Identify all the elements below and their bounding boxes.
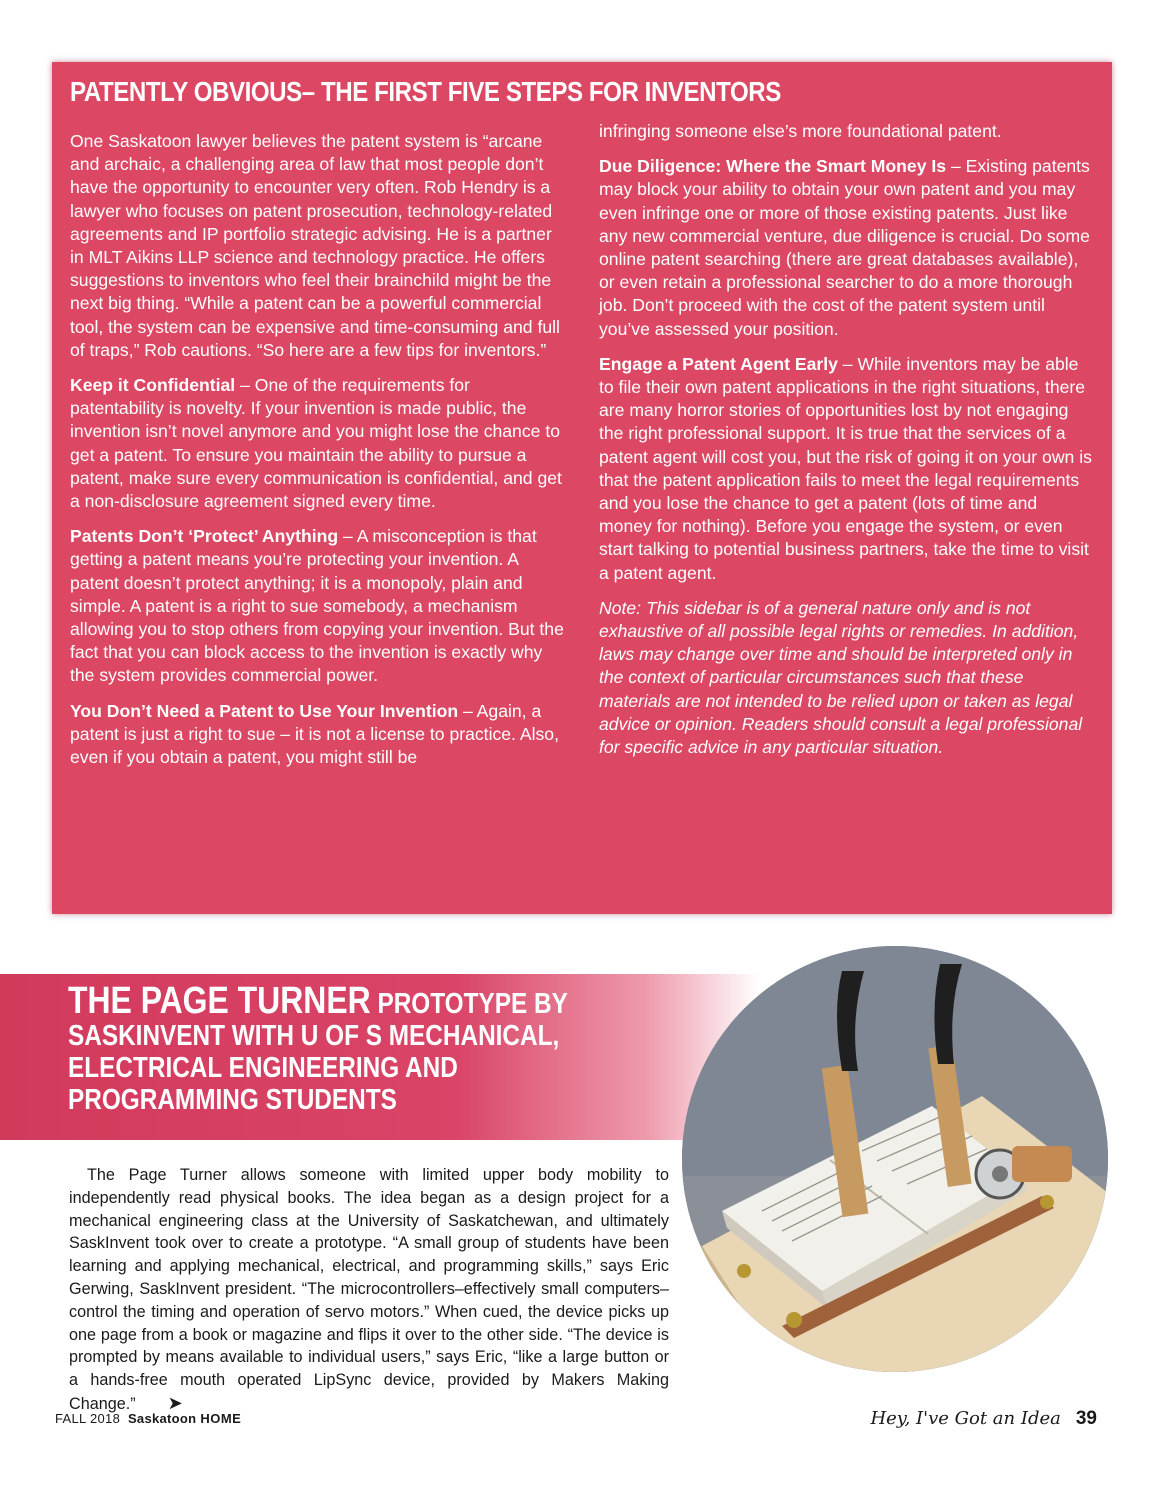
patent-sidebar	[52, 62, 1112, 914]
tip-body: – Existing patents may block your ability to obtain your own patent and you may even infringe one or more of those existing patents. Just like any new commercial venture, due diligence is crucial. Do some online patent searching (there are great databases available), or even retain a professional searcher to do a more thorough job. Don’t proceed with the cost of the patent system until you’ve assessed your position.	[599, 156, 1090, 339]
footer-magazine-home: HOME	[200, 1411, 242, 1426]
tip-body: – One of the requirements for patentability is novelty. If your invention is made public, the invention isn’t novel anymore and you might lose the chance to get a patent. To ensure you maintain the ability to pursue a patent, make sure every communication is confidential, and get a non-disclosure agreement signed every time.	[70, 375, 562, 512]
footer-issue	[55, 1411, 241, 1426]
feature-title-line: PROGRAMMING STUDENTS	[68, 1084, 397, 1116]
sidebar-title: PATENTLY OBVIOUS– THE FIRST FIVE STEPS FOR INVENTORS	[70, 76, 781, 107]
tip-confidential	[70, 374, 567, 513]
tip-body: – Again, a patent is just a right to sue – it is not a license to practice. Also, even if you obtain a patent, you might still be	[70, 700, 559, 768]
sidebar-note: Note: This sidebar is of a general nature only and is not exhaustive of all possible legal rights or remedies. In addition, laws may change over time and should be interpreted only in the context of particular circumstances such that these materials are not intended to be relied upon or taken as legal advice or opinion. Readers should consult a legal professional for specific advice in any particular situation.	[599, 597, 1083, 758]
page-turner-photo	[682, 946, 1108, 1372]
feature-title-line: ELECTRICAL ENGINEERING AND	[68, 1052, 458, 1084]
footer-magazine-name: Saskatoon	[127, 1411, 197, 1426]
tip-continuation: infringing someone else’s more foundational patent.	[599, 121, 1002, 141]
feature-title-line: SASKINVENT WITH U OF S MECHANICAL,	[68, 1020, 560, 1052]
continue-arrow-icon: ➤	[167, 1392, 183, 1413]
tip-use-invention	[70, 700, 567, 770]
tip-heading: Engage a Patent Agent Early	[599, 353, 838, 374]
tip-heading: Keep it Confidential	[70, 375, 236, 396]
tip-due-diligence	[599, 155, 1094, 341]
tip-patent-agent	[599, 353, 1094, 585]
feature-title	[68, 980, 656, 1116]
article-body: The Page Turner allows someone with limited upper body mobility to independently read physical books. The idea began as a design project for a mechanical engineering class at the University of Saskatchewan, and ultimately SaskInvent took over to create a prototype. “A small group of students have been learning and applying mechanical, electrical, and programming skills,” says Eric Gerwing, SaskInvent president. “The microcontrollers–effectively small computers–control the timing and operation of servo motors.” When cued, the device picks up one page from a book or magazine and flips it over to the other side. “The device is prompted by means available to individual users,” says Eric, “like a large button or a hands-free mouth operated LipSync device, provided by Makers Making Change.”	[69, 1166, 669, 1413]
sidebar-right-column	[599, 120, 1094, 781]
tip-heading: Patents Don’t ‘Protect’ Anything	[70, 526, 339, 547]
sidebar-intro: One Saskatoon lawyer believes the patent system is “arcane and archaic, a challenging area of law that most people don’t have the opportunity to encounter very often. Rob Hendry is a lawyer who focuses on patent prosecution, technology-related agreements and IP portfolio strategic advising. He is a partner in MLT Aikins LLP science and technology practice. He offers suggestions to inventors who feel their brainchild might be the next big thing. “While a patent can be a powerful commercial tool, the system can be expensive and time-consuming and full of traps,” Rob cautions. “So here are a few tips for inventors.”	[70, 131, 560, 360]
feature-title-main: THE PAGE TURNER	[68, 980, 371, 1022]
tip-body: – A misconception is that getting a patent means you’re protecting your invention. A patent doesn’t protect anything; it is a monopoly, plain and simple. A patent is a right to sue somebody, a mechanism allowing you to stop others from copying your invention. But the fact that you can block access to the invention is exactly why the system provides commercial power.	[70, 526, 564, 686]
feature-banner	[0, 974, 760, 1140]
tip-body: – While inventors may be able to file their own patent applications in the right situations, there are many horror stories of opportunities lost by not engaging the right professional support. It is true that the services of a patent agent will cost you, but the risk of going it on your own is that the patent application fails to meet the legal requirements and you lose the chance to get a patent (lots of time and money for nothing). Before you engage the system, or even start talking to potential business partners, take the time to visit a patent agent.	[599, 353, 1092, 583]
article-paragraph	[69, 1164, 669, 1416]
sidebar-left-column	[70, 130, 567, 781]
tip-heading: You Don’t Need a Patent to Use Your Invention	[70, 700, 459, 721]
page-number: 39	[1075, 1408, 1097, 1429]
feature-title-sub: PROTOTYPE BY	[370, 988, 568, 1020]
footer-section-title: Hey, I've Got an Idea	[870, 1408, 1061, 1429]
footer-season: FALL 2018	[55, 1411, 121, 1426]
page-turner-illustration	[682, 946, 1108, 1372]
feature-article	[69, 1164, 669, 1416]
tip-protect	[70, 525, 567, 687]
footer-section	[870, 1408, 1097, 1430]
tip-heading: Due Diligence: Where the Smart Money Is	[599, 156, 947, 177]
